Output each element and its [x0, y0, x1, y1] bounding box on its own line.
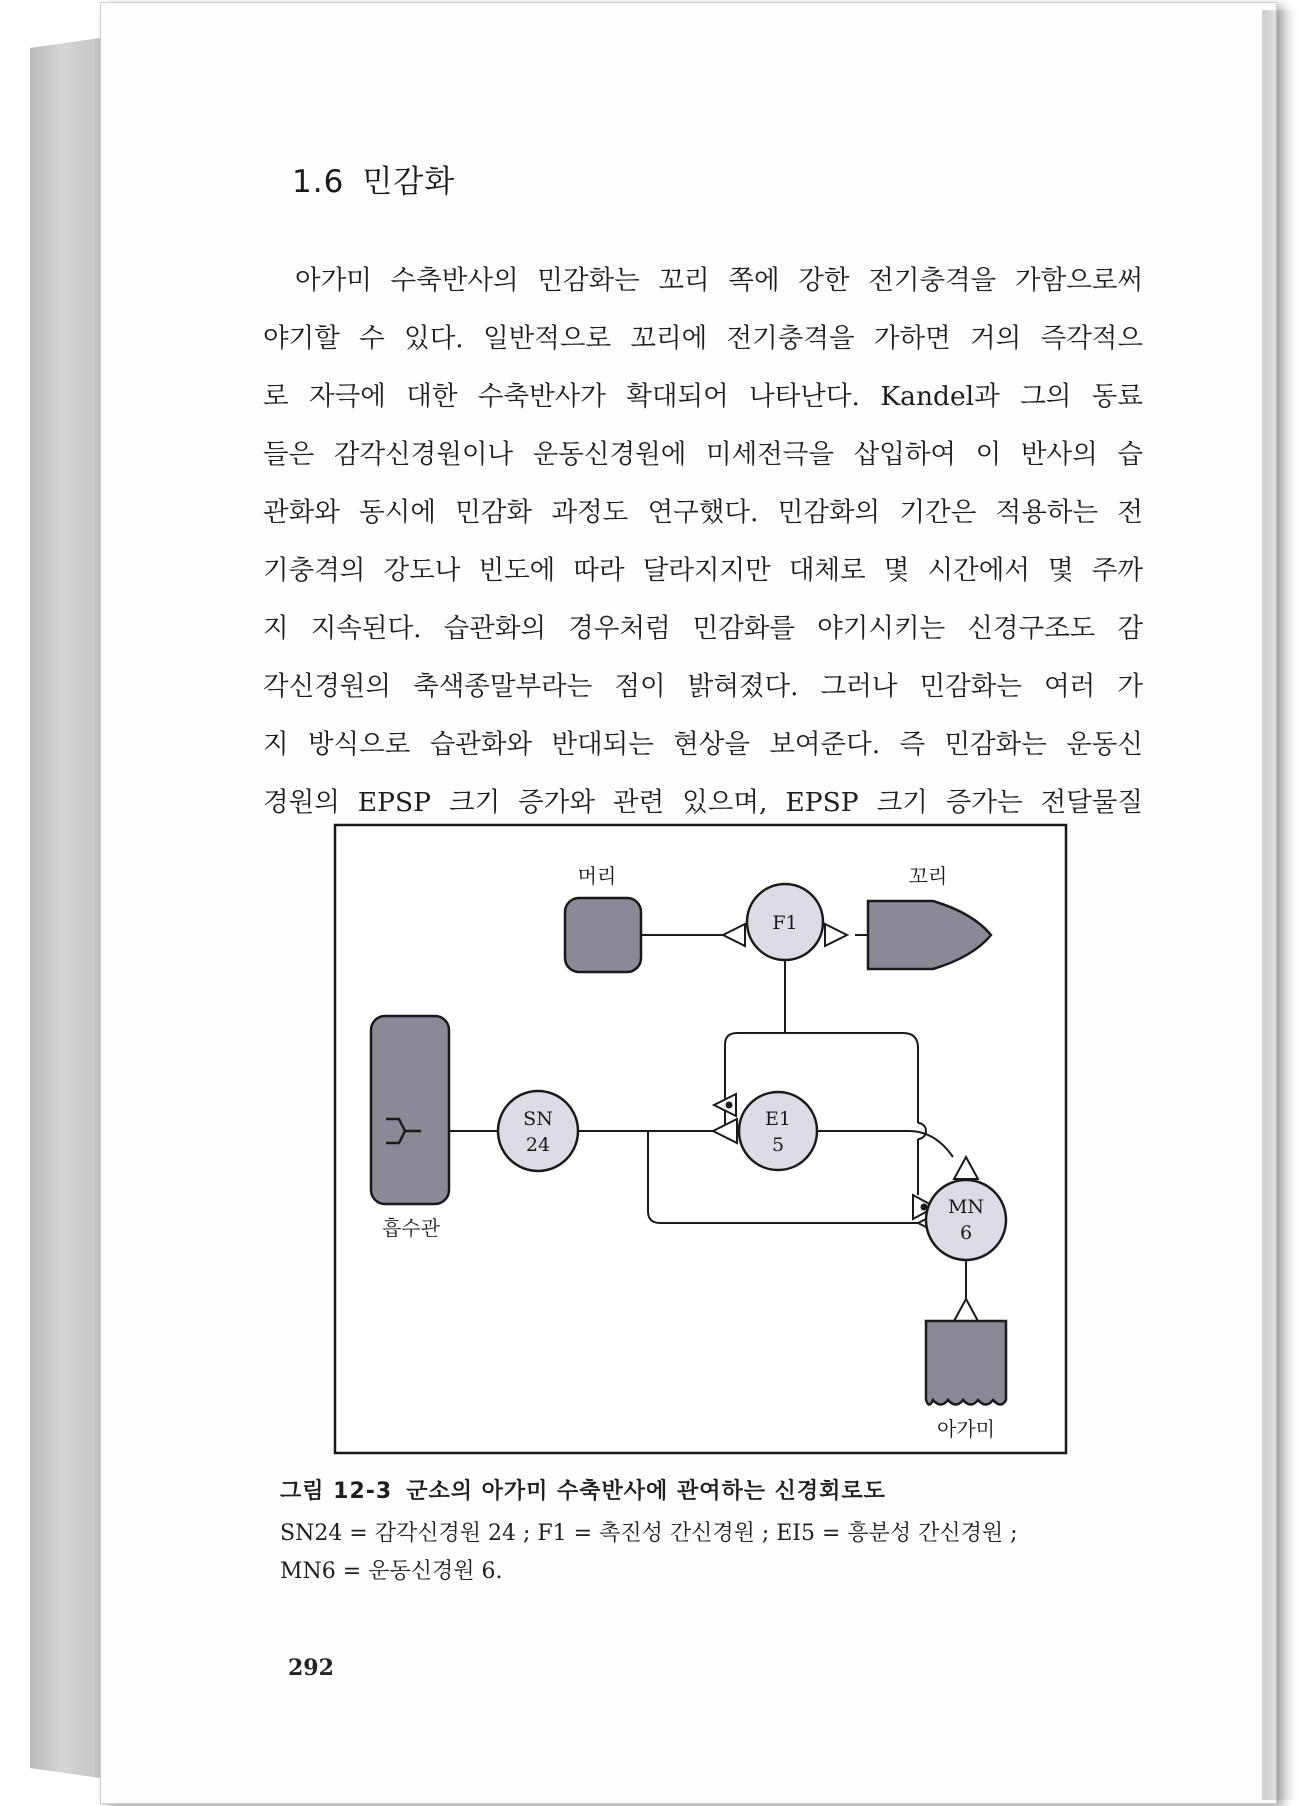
head-organ	[565, 898, 641, 972]
sn-label-bottom: 24	[525, 1134, 551, 1156]
e1-label-bottom: 5	[771, 1134, 785, 1156]
section-title: 민감화	[362, 164, 456, 200]
tail-label: 꼬리	[908, 864, 948, 888]
head-label: 머리	[577, 864, 617, 888]
body-line: 각신경원의 축색종말부라는 점이 밝혀졌다. 그러나 민감화는 여러 가	[263, 671, 1143, 702]
sn-neuron	[498, 1091, 578, 1171]
neural-circuit-diagram	[333, 823, 1068, 1455]
body-line: 기충격의 강도나 빈도에 따라 달라지지만 대체로 몇 시간에서 몇 주까	[263, 555, 1143, 586]
body-line: 경원의 EPSP 크기 증가와 관련 있으며, EPSP 크기 증가는 전달물질	[263, 787, 1143, 818]
body-paragraph	[263, 252, 1143, 832]
body-line: 아가미 수축반사의 민감화는 꼬리 쪽에 강한 전기충격을 가함으로써	[295, 265, 1143, 296]
caption-legend-line: MN6 = 운동신경원 6.	[280, 1559, 503, 1584]
body-line: 로 자극에 대한 수축반사가 확대되어 나타난다. Kandel과 그의 동료	[263, 381, 1143, 412]
e1-neuron	[739, 1092, 817, 1170]
figure-caption	[280, 1474, 1140, 1591]
body-line: 지 방식으로 습관화와 반대되는 현상을 보여준다. 즉 민감화는 운동신	[263, 729, 1143, 760]
body-line: 지 지속된다. 습관화의 경우처럼 민감화를 야기시키는 신경구조도 감	[263, 613, 1143, 644]
siphon-label: 흡수관	[382, 1216, 440, 1240]
sn-label-top: SN	[523, 1108, 553, 1130]
gill-label: 아가미	[937, 1417, 995, 1441]
siphon-organ	[371, 1016, 449, 1204]
caption-title-row	[280, 1474, 1140, 1505]
section-heading	[292, 156, 455, 201]
page-edge-shadow	[1262, 10, 1298, 1800]
f1-label: F1	[772, 912, 798, 934]
caption-title: 군소의 아가미 수축반사에 관여하는 신경회로도	[406, 1479, 886, 1504]
body-line: 들은 감각신경원이나 운동신경원에 미세전극을 삽입하여 이 반사의 습	[263, 439, 1143, 470]
section-number: 1.6	[292, 164, 345, 200]
facilitation-dot	[726, 1102, 733, 1109]
mn-label-bottom: 6	[959, 1222, 973, 1244]
mn-label-top: MN	[947, 1196, 985, 1218]
page-number: 292	[288, 1655, 334, 1681]
body-line: 관화와 동시에 민감화 과정도 연구했다. 민감화의 기간은 적용하는 전	[263, 497, 1143, 528]
caption-legend-line: SN24 = 감각신경원 24 ; F1 = 촉진성 간신경원 ; EI5 = 흥분성 간신경원 ;	[280, 1521, 1018, 1546]
mn-neuron	[926, 1180, 1006, 1260]
body-line: 야기할 수 있다. 일반적으로 꼬리에 전기충격을 가하면 거의 즉각적으	[263, 323, 1143, 354]
book-spine	[30, 38, 100, 1778]
figure-number: 그림 12-3	[280, 1479, 393, 1504]
caption-legend	[280, 1515, 1140, 1591]
gill-organ	[926, 1321, 1006, 1405]
e1-label-top: E1	[765, 1108, 791, 1130]
